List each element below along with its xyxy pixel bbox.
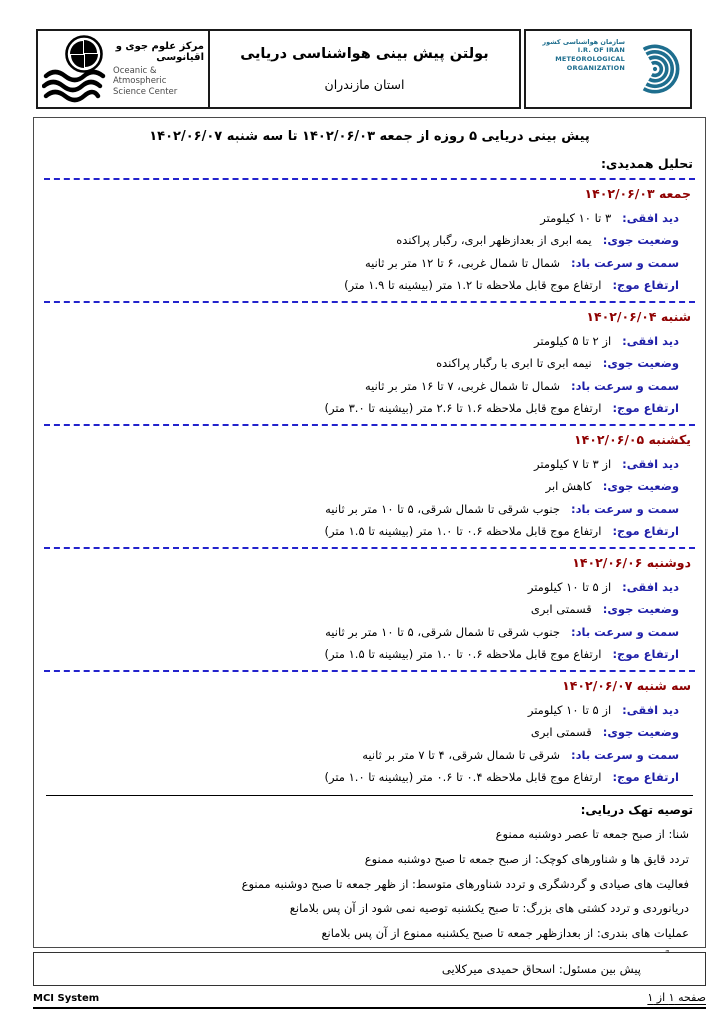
visibility-label: دید افقی: — [622, 211, 679, 225]
weather-value: قسمتی ابری — [530, 602, 592, 617]
dotted-separator — [44, 178, 695, 180]
meteorological-organization-name-en-1: I.R. OF IRAN — [577, 46, 625, 55]
visibility-row — [44, 333, 679, 350]
wind-row — [44, 501, 679, 518]
wave-value: ارتفاع موج قابل ملاحظه ۱.۶ تا ۲.۶ متر (بیشینه تا ۳.۰ متر) — [324, 400, 602, 415]
wind-label: سمت و سرعت باد: — [571, 255, 679, 270]
wave-value: ارتفاع موج قابل ملاحظه ۰.۶ تا ۱.۰ متر (بیشینه تا ۱.۵ متر) — [324, 646, 602, 661]
wind-label: سمت و سرعت باد: — [571, 378, 679, 393]
day-section-3 — [44, 432, 695, 549]
weather-row — [44, 601, 679, 618]
wave-row — [44, 523, 679, 540]
wind-label: سمت و سرعت باد: — [571, 747, 679, 762]
visibility-label: دید افقی: — [622, 703, 679, 717]
advisory-port-operations: عملیات های بندری: از بعدازظهر جمعه تا صبح یکشنبه ممنوع از آن پس بلامانع — [321, 926, 689, 940]
day-section-2 — [44, 309, 695, 426]
weather-label: وضعیت جوی: — [602, 725, 679, 740]
advisory-swimming: شنا: از صبح جمعه تا عصر دوشنبه ممنوع — [495, 827, 689, 841]
wave-value: ارتفاع موج قابل ملاحظه ۰.۴ تا ۰.۶ متر (بیشینه تا ۱.۰ متر) — [324, 769, 602, 784]
page-footer — [33, 991, 706, 1009]
page-number: صفحه ۱ از ۱ — [647, 991, 706, 1004]
forecast-title: پیش بینی دریایی ۵ روزه از جمعه ۱۴۰۲/۰۶/۰۳ تا سه شنبه ۱۴۰۲/۰۶/۰۷ — [149, 129, 590, 144]
marine-advisory-heading: توصیه تهک دریایی: — [580, 803, 693, 817]
wave-label: ارتفاع موج: — [612, 646, 679, 661]
oceanic-center-name-fa: مرکز علوم جوی و اقیانوسی — [115, 41, 204, 64]
weather-label: وضعیت جوی: — [602, 356, 679, 371]
visibility-value: ۳ تا ۱۰ کیلومتر — [540, 211, 612, 225]
bulletin-header-title: بولتن پیش بینی هواشناسی دریایی — [240, 46, 489, 62]
day-date-heading: دوشنبه ۱۴۰۲/۰۶/۰۶ — [572, 555, 691, 570]
bulletin-header-title-cell — [208, 29, 521, 109]
day-section-1 — [44, 186, 695, 303]
wave-label: ارتفاع موج: — [612, 277, 679, 292]
visibility-row — [44, 210, 679, 227]
wind-value: جنوب شرقی تا شمال شرقی، ۵ تا ۱۰ متر بر ثانیه — [325, 624, 561, 639]
wind-value: شرقی تا شمال شرقی، ۴ تا ۷ متر بر ثانیه — [362, 747, 561, 762]
day-section-4 — [44, 555, 695, 672]
visibility-row — [44, 579, 679, 596]
meteorological-organization-logo-cell — [524, 29, 692, 109]
visibility-label: دید افقی: — [622, 334, 679, 348]
bulletin-header-province: استان مازندران — [324, 77, 405, 92]
responsible-forecaster: پیش بین مسئول: اسحاق حمیدی میرکلایی — [441, 962, 641, 976]
meteorological-organization-spiral-icon — [626, 36, 684, 102]
weather-value: قسمتی ابری — [530, 725, 592, 740]
advisory-large-ships: دریانوردی و تردد کشتی های بزرگ: تا صبح یکشنبه توصیه نمی شود از آن پس بلامانع — [289, 901, 689, 916]
wind-value: جنوب شرقی تا شمال شرقی، ۵ تا ۱۰ متر بر ثانیه — [325, 501, 561, 516]
oceanic-center-name — [113, 41, 204, 97]
wind-row — [44, 747, 679, 764]
day-date-heading: شنبه ۱۴۰۲/۰۶/۰۴ — [586, 309, 691, 324]
wave-label: ارتفاع موج: — [612, 523, 679, 538]
wind-row — [44, 624, 679, 641]
wind-label: سمت و سرعت باد: — [571, 501, 679, 516]
weather-row — [44, 478, 679, 495]
synoptic-analysis-label: تحلیل همدیدی: — [600, 156, 693, 171]
forecaster-box — [33, 952, 706, 986]
wind-row — [44, 378, 679, 395]
wind-row — [44, 255, 679, 272]
wave-row — [44, 769, 679, 786]
visibility-label: دید افقی: — [622, 457, 679, 471]
day-date-heading: یکشنبه ۱۴۰۲/۰۶/۰۵ — [574, 432, 691, 447]
day-date-heading: جمعه ۱۴۰۲/۰۶/۰۳ — [584, 186, 691, 201]
wave-label: ارتفاع موج: — [612, 400, 679, 415]
weather-label: وضعیت جوی: — [602, 602, 679, 617]
weather-row — [44, 355, 679, 372]
weather-value: یمه ابری از بعدازظهر ابری، رگبار پراکنده — [396, 233, 592, 248]
oceanic-center-logo-icon — [42, 33, 112, 105]
meteorological-organization-name-en-2: METEOROLOGICAL — [555, 55, 625, 64]
weather-row — [44, 724, 679, 741]
dotted-separator — [44, 670, 695, 672]
wave-row — [44, 400, 679, 417]
bulletin-body — [33, 117, 706, 948]
visibility-label: دید افقی: — [622, 580, 679, 594]
visibility-value: از ۲ تا ۵ کیلومتر — [534, 334, 612, 348]
wind-value: شمال تا شمال غربی، ۷ تا ۱۶ متر بر ثانیه — [364, 378, 561, 393]
visibility-value: از ۵ تا ۱۰ کیلومتر — [527, 703, 612, 717]
dotted-separator — [44, 424, 695, 426]
meteorological-organization-name-fa: سازمان هواشناسی کشور — [542, 38, 625, 46]
visibility-value: از ۵ تا ۱۰ کیلومتر — [527, 580, 612, 594]
dotted-separator — [44, 547, 695, 549]
meteorological-organization-name-en-3: ORGANIZATION — [566, 63, 625, 72]
wave-value: ارتفاع موج قابل ملاحظه تا ۱.۲ متر (بیشینه تا ۱.۹ متر) — [344, 277, 602, 292]
oceanic-center-name-en-2: Science Center — [113, 86, 178, 97]
mci-system-label: MCI System — [33, 993, 100, 1004]
weather-row — [44, 232, 679, 249]
wave-row — [44, 277, 679, 294]
advisory-fishing-tourism: فعالیت های صیادی و گردشگری و تردد شناورهای متوسط: از ظهر جمعه تا صبح دوشنبه ممنوع — [241, 876, 689, 891]
wave-row — [44, 646, 679, 663]
oceanic-center-name-en-1: Oceanic & Atmospheric — [113, 66, 167, 87]
header — [36, 29, 692, 109]
wave-value: ارتفاع موج قابل ملاحظه ۰.۶ تا ۱.۰ متر (بیشینه تا ۱.۵ متر) — [324, 523, 602, 538]
oceanic-center-logo-cell — [36, 29, 210, 109]
footer-rule — [33, 1007, 706, 1009]
weather-value: کاهش ابر — [545, 479, 592, 494]
weather-label: وضعیت جوی: — [602, 479, 679, 494]
wind-value: شمال تا شمال غربی، ۶ تا ۱۲ متر بر ثانیه — [364, 255, 561, 270]
visibility-value: از ۳ تا ۷ کیلومتر — [534, 457, 612, 471]
day-section-5 — [44, 678, 695, 786]
weather-label: وضعیت جوی: — [602, 233, 679, 248]
dotted-separator — [44, 301, 695, 303]
advisory-small-boats: تردد قایق ها و شناورهای کوچک: از صبح جمعه تا صبح دوشنبه ممنوع — [364, 851, 689, 866]
wave-label: ارتفاع موج: — [612, 769, 679, 784]
weather-value: نیمه ابری تا ابری با رگبار پراکنده — [436, 356, 592, 371]
solid-separator — [46, 795, 693, 796]
meteorological-organization-name — [542, 38, 625, 73]
day-date-heading: سه شنبه ۱۴۰۲/۰۶/۰۷ — [562, 678, 691, 693]
visibility-row — [44, 702, 679, 719]
wind-label: سمت و سرعت باد: — [571, 624, 679, 639]
visibility-row — [44, 456, 679, 473]
